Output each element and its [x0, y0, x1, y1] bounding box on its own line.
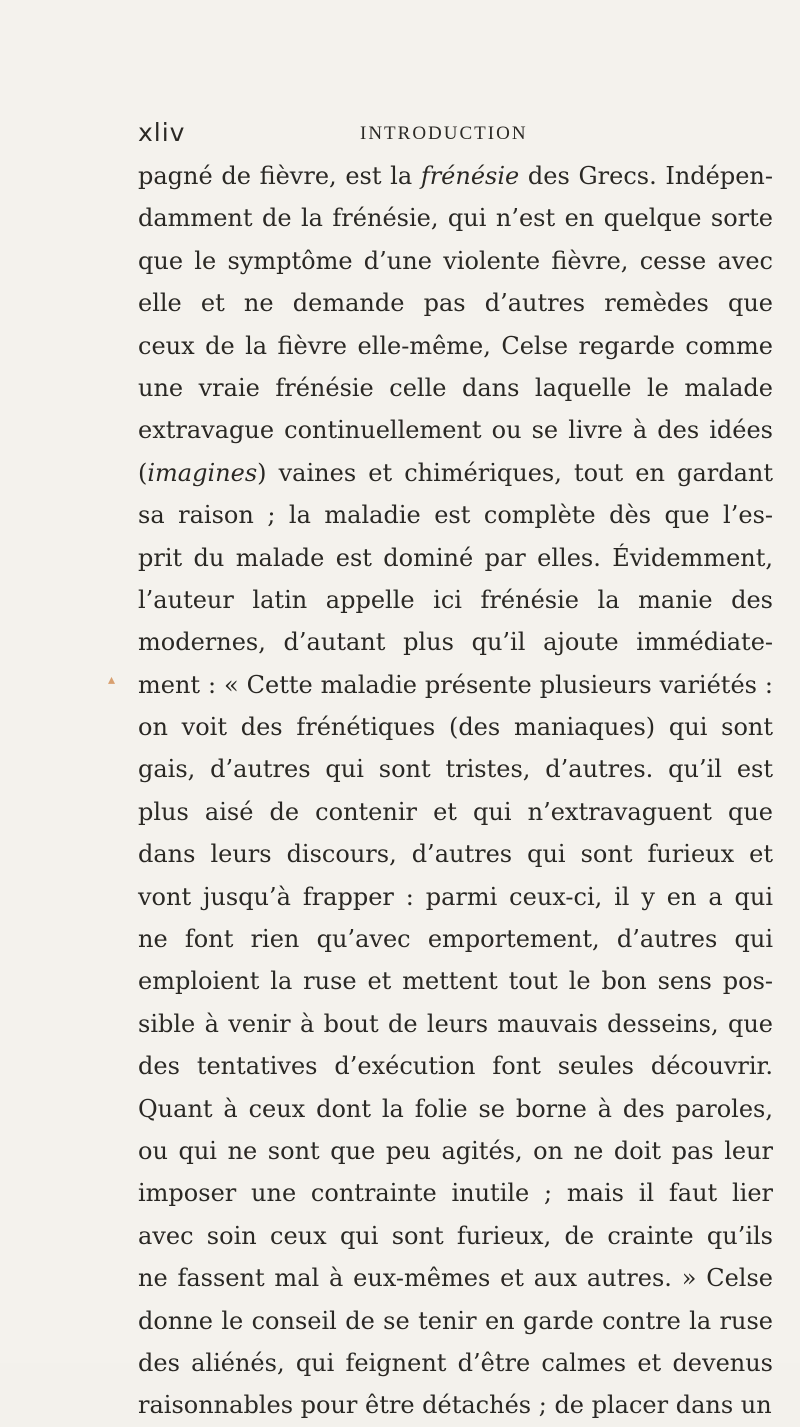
text-segment: une vraie frénésie celle dans laquelle le malade [138, 373, 773, 402]
text-segment: ) vaines et chimériques, tout en gardant [257, 458, 773, 487]
italic-term: frénésie [420, 162, 520, 190]
text-segment: gais, d’autres qui sont tristes, d’autres. qu’il est [138, 755, 773, 784]
text-segment: donne le conseil de se tenir en garde contre la ruse [138, 1306, 773, 1335]
text-segment: l’auteur latin appelle ici frénésie la manie des [138, 585, 773, 614]
text-segment: on voit des frénétiques (des maniaques) qui sont [138, 713, 773, 742]
text-segment: vont jusqu’à frapper : parmi ceux-ci, il y en a qui [138, 882, 773, 911]
text-line [138, 1088, 773, 1130]
text-line [138, 409, 773, 451]
text-line [138, 282, 773, 324]
text-line [138, 960, 773, 1002]
text-segment: imposer une contrainte inutile ; mais il faut lier [138, 1179, 773, 1208]
page-header [0, 118, 800, 148]
text-line [138, 1300, 773, 1342]
text-line [138, 1045, 773, 1087]
text-line [138, 494, 773, 536]
paper-speck: ▴ [108, 672, 116, 688]
text-line [138, 367, 773, 409]
text-segment: modernes, d’autant plus qu’il ajoute immédiate- [138, 628, 773, 657]
text-line [138, 1172, 773, 1214]
text-segment: raisonnables pour être détachés ; de placer dans un [138, 1391, 772, 1420]
text-segment: elle et ne demande pas d’autres remèdes que [138, 289, 773, 318]
text-line [138, 664, 773, 706]
running-head: INTRODUCTION [360, 123, 528, 144]
text-line [138, 706, 773, 748]
text-segment: damment de la frénésie, qui n’est en quelque sorte [138, 204, 773, 233]
text-line [138, 1003, 773, 1045]
text-segment: Quant à ceux dont la folie se borne à des paroles, [138, 1094, 773, 1123]
text-segment: dans leurs discours, d’autres qui sont furieux et [138, 840, 773, 869]
text-line [138, 1342, 773, 1384]
text-segment: emploient la ruse et mettent tout le bon sens pos- [138, 967, 773, 996]
text-line [138, 1130, 773, 1172]
text-line [138, 1215, 773, 1257]
text-segment: des tentatives d’exécution font seules découvrir. [138, 1052, 773, 1081]
text-segment: ment : « Cette maladie présente plusieurs variétés : [138, 670, 773, 699]
text-segment: extravague continuellement ou se livre à des idées [138, 416, 773, 445]
text-line [138, 452, 773, 494]
text-line [138, 876, 773, 918]
text-segment: sible à venir à bout de leurs mauvais desseins, que [138, 1009, 773, 1038]
text-line [138, 197, 773, 239]
text-segment: des aliénés, qui feignent d’être calmes et devenus [138, 1348, 773, 1377]
text-segment: des Grecs. Indépen- [519, 162, 774, 190]
page-number: xliv [138, 118, 186, 147]
body-text [138, 155, 773, 1427]
text-line [138, 748, 773, 790]
text-segment: plus aisé de contenir et qui n’extravaguent que [138, 797, 773, 826]
text-line [138, 537, 773, 579]
text-line [138, 791, 773, 833]
text-line [138, 155, 773, 197]
text-segment: ( [138, 458, 148, 487]
text-segment: pagné de fièvre, est la [138, 162, 421, 190]
text-line [138, 240, 773, 282]
text-line [138, 1384, 773, 1426]
italic-term: imagines [147, 458, 258, 487]
text-line [138, 1257, 773, 1299]
text-segment: que le symptôme d’une violente fièvre, cesse avec [138, 246, 773, 275]
text-line [138, 579, 773, 621]
text-line [138, 325, 773, 367]
text-segment: ou qui ne sont que peu agités, on ne doit pas leur [138, 1136, 773, 1165]
text-line [138, 918, 773, 960]
text-segment: ne fassent mal à eux-mêmes et aux autres. » Celse [138, 1264, 773, 1293]
text-segment: avec soin ceux qui sont furieux, de crainte qu’ils [138, 1221, 773, 1250]
text-segment: ceux de la fièvre elle-même, Celse regarde comme [138, 331, 773, 360]
text-segment: sa raison ; la maladie est complète dès que l’es- [138, 501, 773, 530]
text-segment: ne font rien qu’avec emportement, d’autres qui [138, 925, 773, 954]
text-line [138, 833, 773, 875]
text-line [138, 621, 773, 663]
text-segment: prit du malade est dominé par elles. Évidemment, [138, 543, 773, 572]
